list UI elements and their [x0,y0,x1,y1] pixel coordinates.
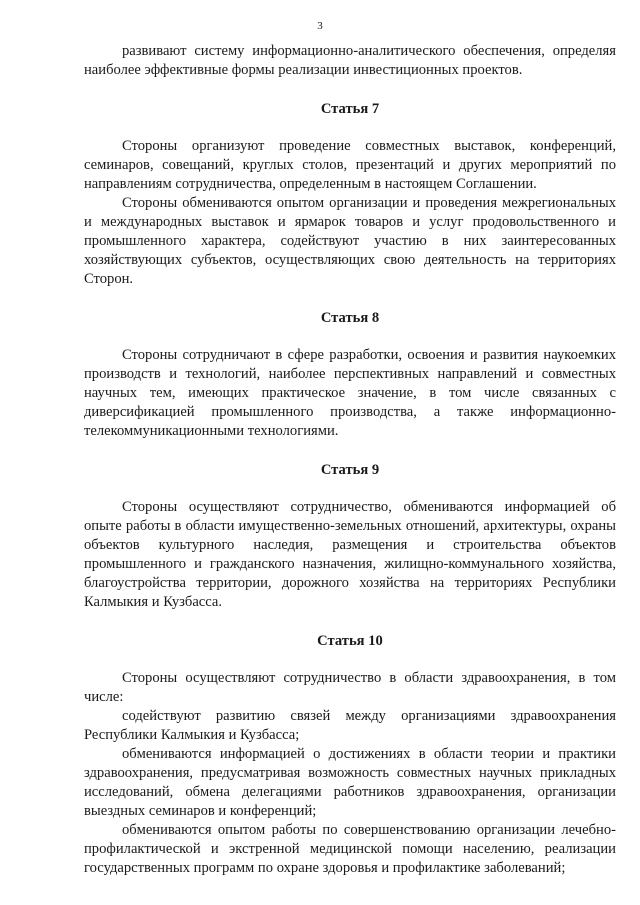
article-paragraph: Стороны осуществляют сотрудничество в области здравоохранения, в том числе: [84,670,616,705]
article-8 [84,309,616,441]
page-number: 3 [317,20,323,32]
article-paragraph: Стороны осуществляют сотрудничество, обмениваются информацией об опыте работы в области имущественно-земельных отношений, архитектуры, охраны объектов культурного наследия, размещения и строительства объектов промышленного и гражданского назначения, жилищно-коммунального хозяйства, благоустройства территории, дорожного хозяйства на территориях Республики Калмыкия и Кузбасса. [84,499,616,610]
article-7 [84,100,616,289]
article-paragraph: Стороны обмениваются опытом организации и проведения межрегиональных и международных выставок и ярмарок товаров и услуг продовольственного и промышленного характера, содействуют участию в них заинтересованных хозяйствующих субъектов, осуществляющих свою деятельность на территориях Сторон. [84,195,616,287]
article-title: Статья 8 [320,310,380,326]
article-title: Статья 7 [320,101,380,117]
article-title: Статья 9 [320,462,380,478]
article-paragraph: обмениваются информацией о достижениях в области теории и практики здравоохранения, предусматривая возможность совместных научных прикладных исследований, обмена делегациями работников здравоохранения, организации выездных семинаров и конференций; [84,746,616,819]
article-10 [84,632,616,878]
article-paragraph: Стороны организуют проведение совместных выставок, конференций, семинаров, совещаний, круглых столов, презентаций и других мероприятий по направлениям сотрудничества, определенным в настоящем Соглашении. [84,138,616,192]
article-paragraph: обмениваются опытом работы по совершенствованию организации лечебно-профилактической и экстренной медицинской помощи населению, реализации государственных программ по охране здоровья и профилактике заболеваний; [84,822,616,876]
article-title: Статья 10 [317,633,383,649]
article-9 [84,461,616,612]
document-body [84,42,616,878]
intro-paragraph: развивают систему информационно-аналитического обеспечения, определяя наиболее эффективные формы реализации инвестиционных проектов. [84,43,616,78]
article-paragraph: Стороны сотрудничают в сфере разработки, освоения и развития наукоемких производств и технологий, наиболее перспективных направлений и совместных научных тем, имеющих практическое значение, в том числе связанных с диверсификацией промышленного производства, а также информационно-телекоммуникационными технологиями. [84,347,616,439]
article-paragraph: содействуют развитию связей между организациями здравоохранения Республики Калмыкия и Кузбасса; [84,708,616,743]
